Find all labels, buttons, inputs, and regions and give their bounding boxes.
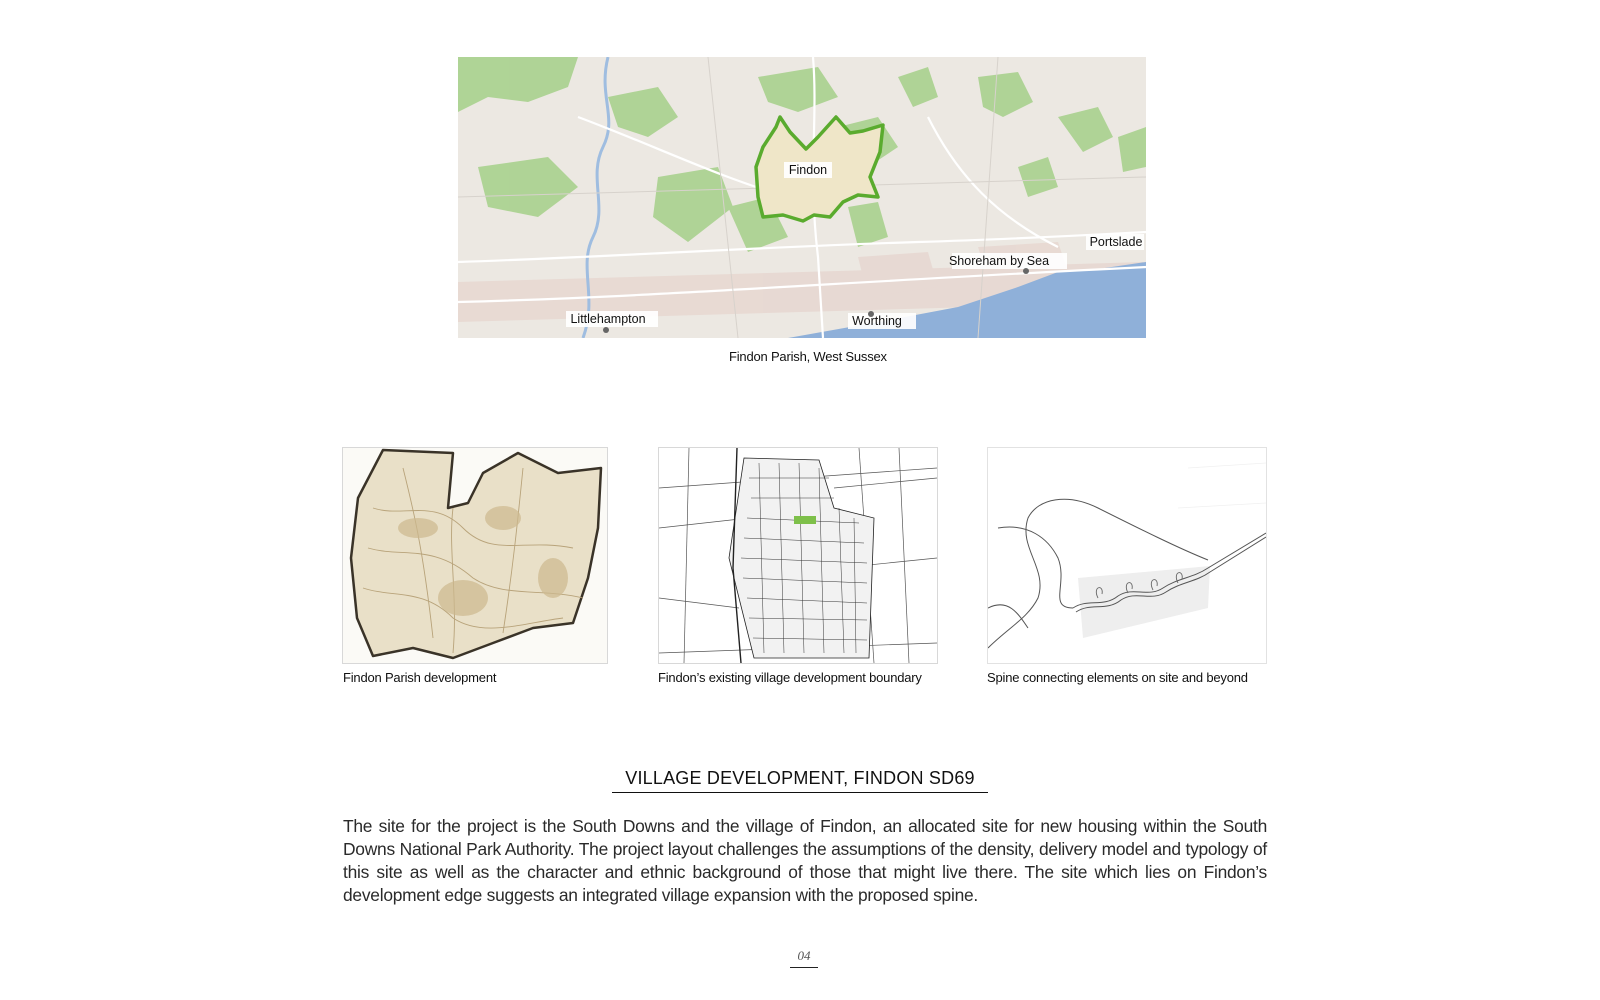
section-title-wrap: [612, 768, 988, 793]
parish-development-map: [342, 447, 608, 664]
shoreham-label: Shoreham by Sea: [948, 254, 1050, 268]
portslade-label: Portslade: [1089, 235, 1143, 249]
location-map: [458, 57, 1146, 338]
section-title: VILLAGE DEVELOPMENT, FINDON SD69: [625, 768, 975, 788]
figure-3-caption: Spine connecting elements on site and beyond: [987, 670, 1248, 685]
figure-1-caption: Findon Parish development: [343, 670, 497, 685]
figure-2-caption: Findon’s existing village development boundary: [658, 670, 922, 685]
spine-diagram: [987, 447, 1267, 664]
page-number: 04: [790, 948, 818, 968]
section-body: The site for the project is the South Downs and the village of Findon, an allocated site for new housing within the South Downs National Park Authority. The project layout challenges the assumptions of the density, delivery model and typology of this site as well as the character and ethnic background of those that might live there. The site which lies on Findon’s development edge suggests an integrated village expansion with the proposed spine.: [343, 816, 1267, 905]
littlehampton-label: Littlehampton: [570, 312, 646, 326]
development-boundary-plan: [658, 447, 938, 664]
location-map-caption: Findon Parish, West Sussex: [729, 349, 887, 364]
worthing-label: Worthing: [852, 314, 902, 328]
findon-label: Findon: [788, 163, 828, 177]
